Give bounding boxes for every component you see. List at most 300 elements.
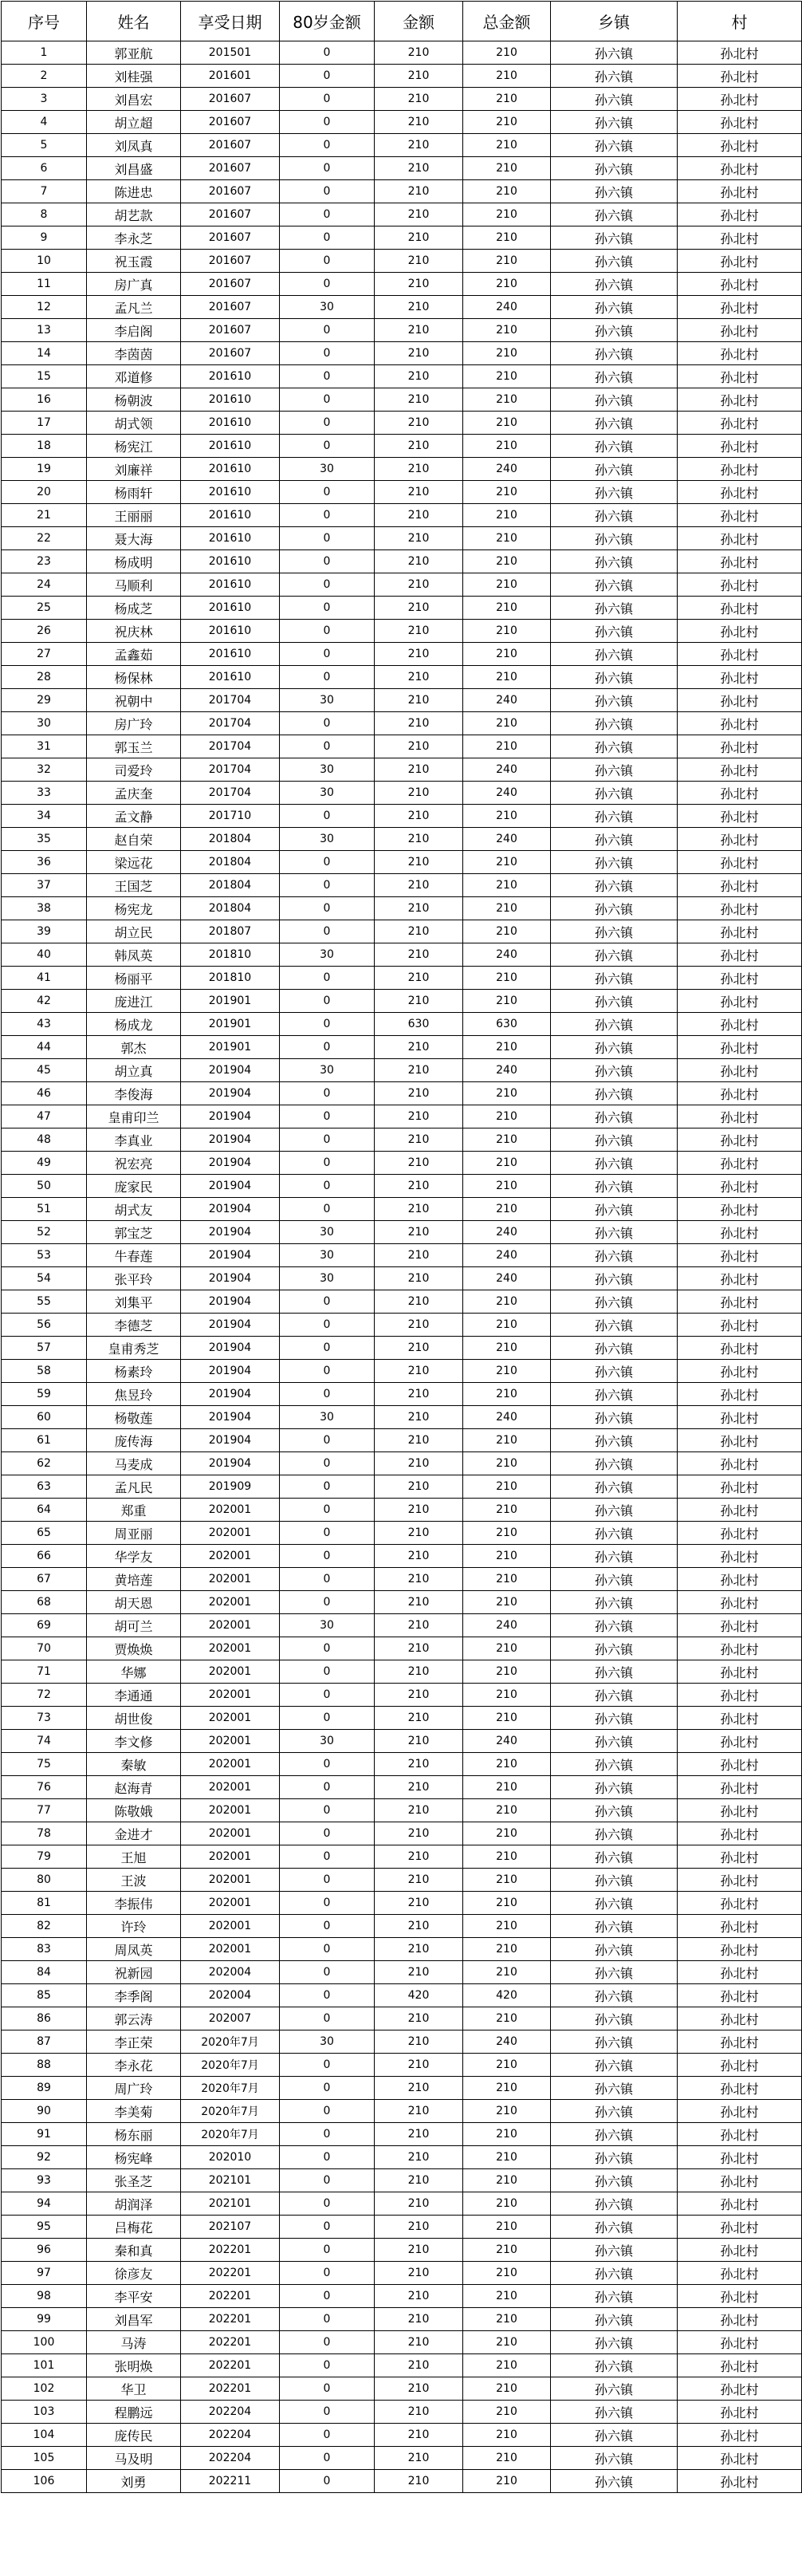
cell-age80-amount: 0 xyxy=(280,435,375,458)
cell-start-date: 202201 xyxy=(181,2239,280,2262)
cell-name: 胡立超 xyxy=(87,111,181,134)
cell-town: 孙六镇 xyxy=(551,365,678,388)
cell-name: 秦敏 xyxy=(87,1753,181,1776)
cell-name: 杨雨轩 xyxy=(87,481,181,504)
cell-index: 102 xyxy=(2,2377,87,2401)
cell-index: 85 xyxy=(2,1984,87,2007)
cell-amount: 210 xyxy=(375,1314,463,1337)
header-village: 村 xyxy=(678,2,802,41)
table-row xyxy=(2,1753,802,1776)
cell-name: 胡式领 xyxy=(87,412,181,435)
cell-index: 27 xyxy=(2,643,87,666)
cell-name: 王国芝 xyxy=(87,874,181,897)
cell-town: 孙六镇 xyxy=(551,550,678,573)
cell-total-amount: 210 xyxy=(463,2262,551,2285)
table-row xyxy=(2,1036,802,1059)
cell-town: 孙六镇 xyxy=(551,1475,678,1499)
cell-name: 刘集平 xyxy=(87,1290,181,1314)
cell-town: 孙六镇 xyxy=(551,573,678,597)
cell-age80-amount: 0 xyxy=(280,2377,375,2401)
cell-town: 孙六镇 xyxy=(551,1267,678,1290)
cell-town: 孙六镇 xyxy=(551,851,678,874)
cell-village: 孙北村 xyxy=(678,1198,802,1221)
cell-village: 孙北村 xyxy=(678,735,802,758)
cell-age80-amount: 0 xyxy=(280,1545,375,1568)
cell-town: 孙六镇 xyxy=(551,897,678,920)
cell-town: 孙六镇 xyxy=(551,2401,678,2424)
cell-start-date: 201904 xyxy=(181,1244,280,1267)
cell-village: 孙北村 xyxy=(678,1267,802,1290)
cell-age80-amount: 0 xyxy=(280,1314,375,1337)
cell-age80-amount: 0 xyxy=(280,1869,375,1892)
cell-age80-amount: 0 xyxy=(280,1360,375,1383)
cell-start-date: 201901 xyxy=(181,1013,280,1036)
cell-total-amount: 210 xyxy=(463,2285,551,2308)
cell-town: 孙六镇 xyxy=(551,1730,678,1753)
cell-village: 孙北村 xyxy=(678,2216,802,2239)
cell-name: 李通通 xyxy=(87,1684,181,1707)
cell-index: 38 xyxy=(2,897,87,920)
cell-age80-amount: 0 xyxy=(280,550,375,573)
cell-age80-amount: 0 xyxy=(280,1707,375,1730)
cell-amount: 210 xyxy=(375,2123,463,2146)
cell-index: 15 xyxy=(2,365,87,388)
cell-amount: 210 xyxy=(375,203,463,226)
cell-name: 李德芝 xyxy=(87,1314,181,1337)
cell-start-date: 201904 xyxy=(181,1290,280,1314)
benefit-table xyxy=(1,1,802,2493)
table-row xyxy=(2,365,802,388)
cell-start-date: 201610 xyxy=(181,620,280,643)
cell-name: 华学友 xyxy=(87,1545,181,1568)
cell-age80-amount: 0 xyxy=(280,1984,375,2007)
table-row xyxy=(2,2308,802,2331)
cell-town: 孙六镇 xyxy=(551,134,678,157)
cell-town: 孙六镇 xyxy=(551,412,678,435)
cell-total-amount: 240 xyxy=(463,828,551,851)
cell-amount: 210 xyxy=(375,2239,463,2262)
cell-age80-amount: 0 xyxy=(280,643,375,666)
cell-age80-amount: 0 xyxy=(280,504,375,527)
table-row xyxy=(2,1730,802,1753)
cell-start-date: 201804 xyxy=(181,897,280,920)
cell-total-amount: 210 xyxy=(463,2054,551,2077)
cell-amount: 210 xyxy=(375,88,463,111)
cell-village: 孙北村 xyxy=(678,1869,802,1892)
cell-amount: 210 xyxy=(375,1961,463,1984)
table-row xyxy=(2,2285,802,2308)
cell-total-amount: 210 xyxy=(463,1105,551,1128)
cell-index: 81 xyxy=(2,1892,87,1915)
cell-village: 孙北村 xyxy=(678,550,802,573)
cell-town: 孙六镇 xyxy=(551,1383,678,1406)
cell-age80-amount: 0 xyxy=(280,342,375,365)
cell-name: 牛春莲 xyxy=(87,1244,181,1267)
cell-amount: 210 xyxy=(375,643,463,666)
cell-village: 孙北村 xyxy=(678,2470,802,2493)
cell-index: 92 xyxy=(2,2146,87,2169)
cell-index: 53 xyxy=(2,1244,87,1267)
cell-name: 胡立真 xyxy=(87,1059,181,1082)
cell-town: 孙六镇 xyxy=(551,666,678,689)
cell-index: 66 xyxy=(2,1545,87,1568)
cell-name: 胡世俊 xyxy=(87,1707,181,1730)
cell-name: 焦昱玲 xyxy=(87,1383,181,1406)
cell-total-amount: 210 xyxy=(463,2216,551,2239)
cell-total-amount: 210 xyxy=(463,1152,551,1175)
table-row xyxy=(2,458,802,481)
cell-town: 孙六镇 xyxy=(551,1036,678,1059)
cell-total-amount: 210 xyxy=(463,1360,551,1383)
cell-age80-amount: 0 xyxy=(280,2285,375,2308)
cell-amount: 210 xyxy=(375,1637,463,1660)
cell-total-amount: 210 xyxy=(463,412,551,435)
table-row xyxy=(2,573,802,597)
cell-amount: 210 xyxy=(375,319,463,342)
cell-town: 孙六镇 xyxy=(551,943,678,967)
cell-total-amount: 210 xyxy=(463,203,551,226)
table-row xyxy=(2,1082,802,1105)
cell-town: 孙六镇 xyxy=(551,758,678,782)
cell-total-amount: 210 xyxy=(463,435,551,458)
table-row xyxy=(2,1961,802,1984)
table-row xyxy=(2,2424,802,2447)
cell-age80-amount: 0 xyxy=(280,620,375,643)
cell-age80-amount: 0 xyxy=(280,1938,375,1961)
cell-index: 77 xyxy=(2,1799,87,1822)
cell-total-amount: 210 xyxy=(463,504,551,527)
table-row xyxy=(2,1198,802,1221)
table-row xyxy=(2,111,802,134)
cell-start-date: 201904 xyxy=(181,1360,280,1383)
cell-total-amount: 210 xyxy=(463,1475,551,1499)
cell-town: 孙六镇 xyxy=(551,2262,678,2285)
cell-amount: 210 xyxy=(375,180,463,203)
cell-town: 孙六镇 xyxy=(551,250,678,273)
table-row xyxy=(2,180,802,203)
table-row xyxy=(2,1591,802,1614)
cell-name: 李永花 xyxy=(87,2054,181,2077)
cell-amount: 210 xyxy=(375,828,463,851)
cell-amount: 210 xyxy=(375,620,463,643)
cell-start-date: 201804 xyxy=(181,851,280,874)
cell-start-date: 202001 xyxy=(181,1522,280,1545)
table-row xyxy=(2,1267,802,1290)
cell-amount: 210 xyxy=(375,273,463,296)
cell-town: 孙六镇 xyxy=(551,1406,678,1429)
cell-amount: 210 xyxy=(375,2262,463,2285)
cell-start-date: 202001 xyxy=(181,1822,280,1845)
cell-town: 孙六镇 xyxy=(551,1614,678,1637)
cell-name: 杨成明 xyxy=(87,550,181,573)
cell-start-date: 201904 xyxy=(181,1175,280,1198)
cell-name: 马涛 xyxy=(87,2331,181,2354)
cell-name: 祝新园 xyxy=(87,1961,181,1984)
cell-town: 孙六镇 xyxy=(551,1753,678,1776)
table-row xyxy=(2,2123,802,2146)
cell-age80-amount: 0 xyxy=(280,1799,375,1822)
cell-total-amount: 210 xyxy=(463,897,551,920)
cell-amount: 210 xyxy=(375,1429,463,1452)
cell-village: 孙北村 xyxy=(678,1799,802,1822)
cell-name: 赵自荣 xyxy=(87,828,181,851)
cell-town: 孙六镇 xyxy=(551,712,678,735)
cell-start-date: 201810 xyxy=(181,967,280,990)
cell-village: 孙北村 xyxy=(678,643,802,666)
cell-amount: 210 xyxy=(375,157,463,180)
cell-total-amount: 210 xyxy=(463,666,551,689)
cell-age80-amount: 0 xyxy=(280,65,375,88)
cell-total-amount: 210 xyxy=(463,2308,551,2331)
table-row xyxy=(2,1776,802,1799)
cell-village: 孙北村 xyxy=(678,897,802,920)
cell-total-amount: 210 xyxy=(463,1452,551,1475)
cell-age80-amount: 0 xyxy=(280,1753,375,1776)
cell-start-date: 201607 xyxy=(181,88,280,111)
cell-name: 李俊海 xyxy=(87,1082,181,1105)
cell-total-amount: 210 xyxy=(463,2077,551,2100)
cell-index: 106 xyxy=(2,2470,87,2493)
cell-start-date: 202007 xyxy=(181,2007,280,2030)
cell-start-date: 201610 xyxy=(181,573,280,597)
cell-name: 李平安 xyxy=(87,2285,181,2308)
cell-start-date: 201607 xyxy=(181,319,280,342)
cell-total-amount: 210 xyxy=(463,1314,551,1337)
cell-amount: 210 xyxy=(375,1244,463,1267)
cell-total-amount: 210 xyxy=(463,2007,551,2030)
table-row xyxy=(2,319,802,342)
cell-total-amount: 210 xyxy=(463,2239,551,2262)
cell-age80-amount: 0 xyxy=(280,990,375,1013)
cell-age80-amount: 30 xyxy=(280,458,375,481)
cell-age80-amount: 0 xyxy=(280,481,375,504)
cell-village: 孙北村 xyxy=(678,1013,802,1036)
cell-name: 周亚丽 xyxy=(87,1522,181,1545)
cell-index: 30 xyxy=(2,712,87,735)
cell-name: 刘昌军 xyxy=(87,2308,181,2331)
cell-age80-amount: 0 xyxy=(280,134,375,157)
cell-total-amount: 210 xyxy=(463,2123,551,2146)
cell-name: 胡天恩 xyxy=(87,1591,181,1614)
cell-start-date: 201904 xyxy=(181,1452,280,1475)
table-row xyxy=(2,2354,802,2377)
cell-village: 孙北村 xyxy=(678,1614,802,1637)
cell-town: 孙六镇 xyxy=(551,2054,678,2077)
table-row xyxy=(2,273,802,296)
cell-total-amount: 210 xyxy=(463,273,551,296)
cell-village: 孙北村 xyxy=(678,2308,802,2331)
cell-name: 杨保林 xyxy=(87,666,181,689)
cell-total-amount: 210 xyxy=(463,1845,551,1869)
cell-start-date: 201610 xyxy=(181,412,280,435)
cell-amount: 210 xyxy=(375,1660,463,1684)
table-row xyxy=(2,712,802,735)
cell-town: 孙六镇 xyxy=(551,296,678,319)
cell-amount: 210 xyxy=(375,1730,463,1753)
cell-name: 孟庆奎 xyxy=(87,782,181,805)
cell-amount: 210 xyxy=(375,527,463,550)
cell-total-amount: 210 xyxy=(463,643,551,666)
cell-name: 李茵茵 xyxy=(87,342,181,365)
cell-start-date: 201909 xyxy=(181,1475,280,1499)
cell-index: 8 xyxy=(2,203,87,226)
cell-amount: 210 xyxy=(375,226,463,250)
table-row xyxy=(2,1452,802,1475)
cell-name: 郭杰 xyxy=(87,1036,181,1059)
cell-index: 44 xyxy=(2,1036,87,1059)
cell-name: 庞传民 xyxy=(87,2424,181,2447)
cell-amount: 210 xyxy=(375,65,463,88)
cell-village: 孙北村 xyxy=(678,2447,802,2470)
cell-town: 孙六镇 xyxy=(551,1545,678,1568)
cell-village: 孙北村 xyxy=(678,1499,802,1522)
cell-index: 90 xyxy=(2,2100,87,2123)
cell-village: 孙北村 xyxy=(678,250,802,273)
cell-name: 张明焕 xyxy=(87,2354,181,2377)
cell-name: 庞传海 xyxy=(87,1429,181,1452)
cell-amount: 210 xyxy=(375,1337,463,1360)
cell-start-date: 202001 xyxy=(181,1660,280,1684)
table-row xyxy=(2,1938,802,1961)
cell-town: 孙六镇 xyxy=(551,319,678,342)
cell-total-amount: 210 xyxy=(463,1337,551,1360)
cell-index: 25 xyxy=(2,597,87,620)
cell-village: 孙北村 xyxy=(678,2377,802,2401)
cell-town: 孙六镇 xyxy=(551,2169,678,2192)
cell-amount: 210 xyxy=(375,990,463,1013)
cell-index: 40 xyxy=(2,943,87,967)
cell-index: 89 xyxy=(2,2077,87,2100)
cell-town: 孙六镇 xyxy=(551,990,678,1013)
cell-village: 孙北村 xyxy=(678,1522,802,1545)
table-row xyxy=(2,1845,802,1869)
cell-age80-amount: 30 xyxy=(280,296,375,319)
cell-index: 23 xyxy=(2,550,87,573)
cell-name: 程鹏远 xyxy=(87,2401,181,2424)
cell-total-amount: 210 xyxy=(463,319,551,342)
cell-village: 孙北村 xyxy=(678,226,802,250)
cell-start-date: 202001 xyxy=(181,1753,280,1776)
table-row xyxy=(2,920,802,943)
cell-start-date: 201904 xyxy=(181,1314,280,1337)
cell-town: 孙六镇 xyxy=(551,805,678,828)
table-row xyxy=(2,1799,802,1822)
table-row xyxy=(2,851,802,874)
cell-age80-amount: 30 xyxy=(280,1267,375,1290)
cell-amount: 210 xyxy=(375,1221,463,1244)
cell-amount: 210 xyxy=(375,550,463,573)
header-start-date: 享受日期 xyxy=(181,2,280,41)
cell-index: 98 xyxy=(2,2285,87,2308)
cell-amount: 210 xyxy=(375,2169,463,2192)
cell-total-amount: 210 xyxy=(463,1776,551,1799)
cell-amount: 210 xyxy=(375,782,463,805)
cell-index: 20 xyxy=(2,481,87,504)
cell-name: 王丽丽 xyxy=(87,504,181,527)
cell-age80-amount: 0 xyxy=(280,1175,375,1198)
cell-village: 孙北村 xyxy=(678,2424,802,2447)
cell-age80-amount: 0 xyxy=(280,157,375,180)
cell-name: 郑重 xyxy=(87,1499,181,1522)
table-row xyxy=(2,758,802,782)
cell-index: 29 xyxy=(2,689,87,712)
cell-village: 孙北村 xyxy=(678,758,802,782)
cell-name: 胡立民 xyxy=(87,920,181,943)
cell-total-amount: 210 xyxy=(463,1383,551,1406)
cell-index: 64 xyxy=(2,1499,87,1522)
cell-age80-amount: 0 xyxy=(280,2169,375,2192)
table-row xyxy=(2,2470,802,2493)
cell-amount: 210 xyxy=(375,1568,463,1591)
cell-start-date: 201904 xyxy=(181,1221,280,1244)
cell-name: 王旭 xyxy=(87,1845,181,1869)
cell-age80-amount: 0 xyxy=(280,1522,375,1545)
cell-town: 孙六镇 xyxy=(551,1938,678,1961)
cell-amount: 210 xyxy=(375,1753,463,1776)
cell-village: 孙北村 xyxy=(678,41,802,65)
cell-age80-amount: 0 xyxy=(280,1429,375,1452)
cell-total-amount: 240 xyxy=(463,1267,551,1290)
table-row xyxy=(2,2169,802,2192)
cell-amount: 210 xyxy=(375,851,463,874)
table-row xyxy=(2,1128,802,1152)
cell-start-date: 201704 xyxy=(181,689,280,712)
cell-name: 杨朝波 xyxy=(87,388,181,412)
cell-index: 56 xyxy=(2,1314,87,1337)
cell-total-amount: 210 xyxy=(463,1545,551,1568)
table-row xyxy=(2,2331,802,2354)
table-row xyxy=(2,2401,802,2424)
cell-age80-amount: 0 xyxy=(280,573,375,597)
cell-town: 孙六镇 xyxy=(551,1452,678,1475)
cell-age80-amount: 0 xyxy=(280,1568,375,1591)
cell-name: 李季阁 xyxy=(87,1984,181,2007)
cell-total-amount: 210 xyxy=(463,735,551,758)
cell-amount: 210 xyxy=(375,2377,463,2401)
cell-town: 孙六镇 xyxy=(551,874,678,897)
cell-age80-amount: 0 xyxy=(280,597,375,620)
table-row xyxy=(2,1152,802,1175)
cell-total-amount: 210 xyxy=(463,1175,551,1198)
cell-village: 孙北村 xyxy=(678,1568,802,1591)
cell-index: 88 xyxy=(2,2054,87,2077)
cell-name: 皇甫秀芝 xyxy=(87,1337,181,1360)
cell-index: 76 xyxy=(2,1776,87,1799)
cell-start-date: 202004 xyxy=(181,1961,280,1984)
cell-index: 105 xyxy=(2,2447,87,2470)
cell-town: 孙六镇 xyxy=(551,620,678,643)
cell-amount: 210 xyxy=(375,1614,463,1637)
table-row xyxy=(2,435,802,458)
cell-total-amount: 210 xyxy=(463,481,551,504)
cell-total-amount: 210 xyxy=(463,1429,551,1452)
cell-village: 孙北村 xyxy=(678,2146,802,2169)
cell-amount: 210 xyxy=(375,111,463,134)
cell-name: 刘昌宏 xyxy=(87,88,181,111)
cell-town: 孙六镇 xyxy=(551,2216,678,2239)
cell-name: 王波 xyxy=(87,1869,181,1892)
cell-start-date: 202001 xyxy=(181,1707,280,1730)
cell-village: 孙北村 xyxy=(678,1152,802,1175)
cell-start-date: 201607 xyxy=(181,296,280,319)
cell-name: 徐彦友 xyxy=(87,2262,181,2285)
cell-name: 杨宪龙 xyxy=(87,897,181,920)
cell-total-amount: 240 xyxy=(463,296,551,319)
cell-index: 57 xyxy=(2,1337,87,1360)
cell-age80-amount: 0 xyxy=(280,319,375,342)
cell-start-date: 202001 xyxy=(181,1799,280,1822)
cell-amount: 210 xyxy=(375,1799,463,1822)
